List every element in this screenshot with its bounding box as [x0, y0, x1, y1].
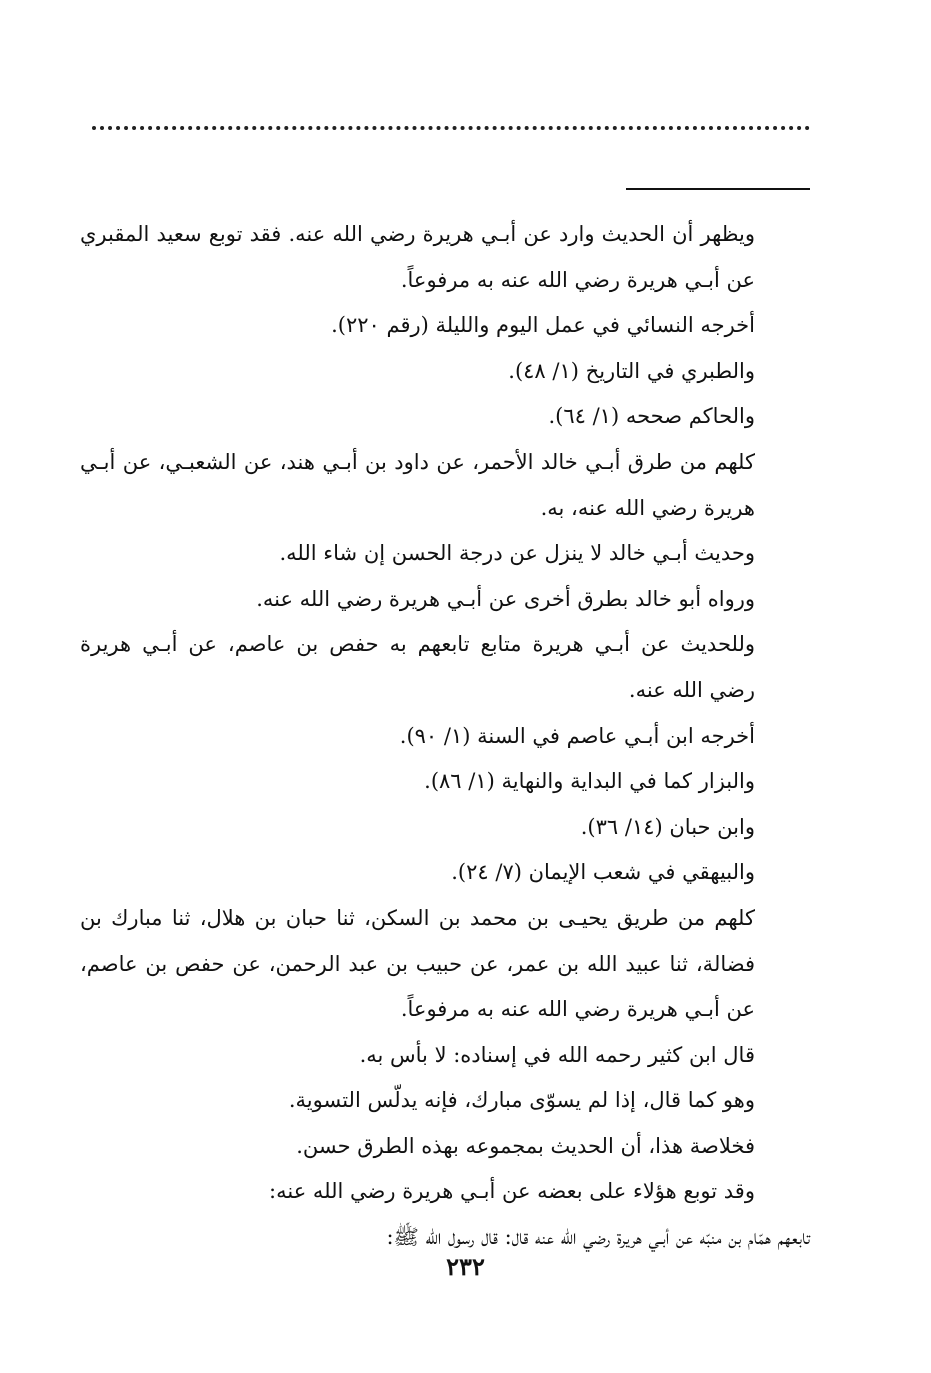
paragraph: تابعهم همّام بن منبّه عن أبـي هريرة رضي الله عنه قال: قال رسول الله ﷺ:: [386, 1225, 810, 1250]
paragraph: والطبري في التاريخ (١/ ٤٨).: [508, 358, 755, 383]
paragraph: أخرجه النسائي في عمل اليوم والليلة (رقم ٢٢٠).: [331, 313, 755, 338]
footnote-rule: [626, 188, 810, 190]
paragraph: كلهم من طريق يحيـى بن محمد بن السكن، ثنا حبان بن هلال، ثنا مبارك بن فضالة، ثنا عبيد الله بن عمر، عن حبيب بن عبد الرحمن، عن حفص بن عاصم، عن أبـي هريرة رضي الله عنه به مرفوعاً.: [80, 905, 755, 1022]
body-text: [80, 212, 810, 1261]
paragraph: وحديث أبـي خالد لا ينزل عن درجة الحسن إن شاء الله.: [279, 541, 755, 566]
paragraph: وهو كما قال، إذا لم يسوّى مبارك، فإنه يدلّس التسوية.: [288, 1088, 755, 1113]
paragraph: وابن حبان (١٤/ ٣٦).: [580, 814, 755, 839]
paragraph: فخلاصة هذا، أن الحديث بمجموعه بهذه الطرق حسن.: [296, 1133, 755, 1158]
paragraph: كلهم من طرق أبـي خالد الأحمر، عن داود بن أبـي هند، عن الشعبـي، عن أبـي هريرة رضي الله عنه، به.: [80, 449, 755, 520]
paragraph: والبزار كما في البداية والنهاية (١/ ٨٦).: [424, 769, 755, 794]
paragraph: ورواه أبو خالد بطرق أخرى عن أبـي هريرة رضي الله عنه.: [256, 586, 755, 611]
page-number: ٢٣٢: [446, 1252, 485, 1281]
paragraph: ويظهر أن الحديث وارد عن أبـي هريرة رضي الله عنه. فقد توبع سعيد المقبري عن أبـي هريرة رضي الله عنه به مرفوعاً.: [80, 222, 755, 292]
paragraph: قال ابن كثير رحمه الله في إسناده: لا بأس به.: [359, 1042, 755, 1067]
paragraph: والبيهقي في شعب الإيمان (٧/ ٢٤).: [451, 860, 755, 885]
paragraph: وللحديث عن أبـي هريرة متابع تابعهم به حفص بن عاصم، عن أبـي هريرة رضي الله عنه.: [80, 632, 755, 702]
paragraph: أخرجه ابن أبـي عاصم في السنة (١/ ٩٠).: [399, 723, 755, 748]
paragraph: وقد توبع هؤلاء على بعضه عن أبـي هريرة رضي الله عنه:: [269, 1179, 755, 1204]
dotted-separator: [92, 126, 810, 130]
paragraph: والحاكم صححه (١/ ٦٤).: [548, 404, 755, 429]
